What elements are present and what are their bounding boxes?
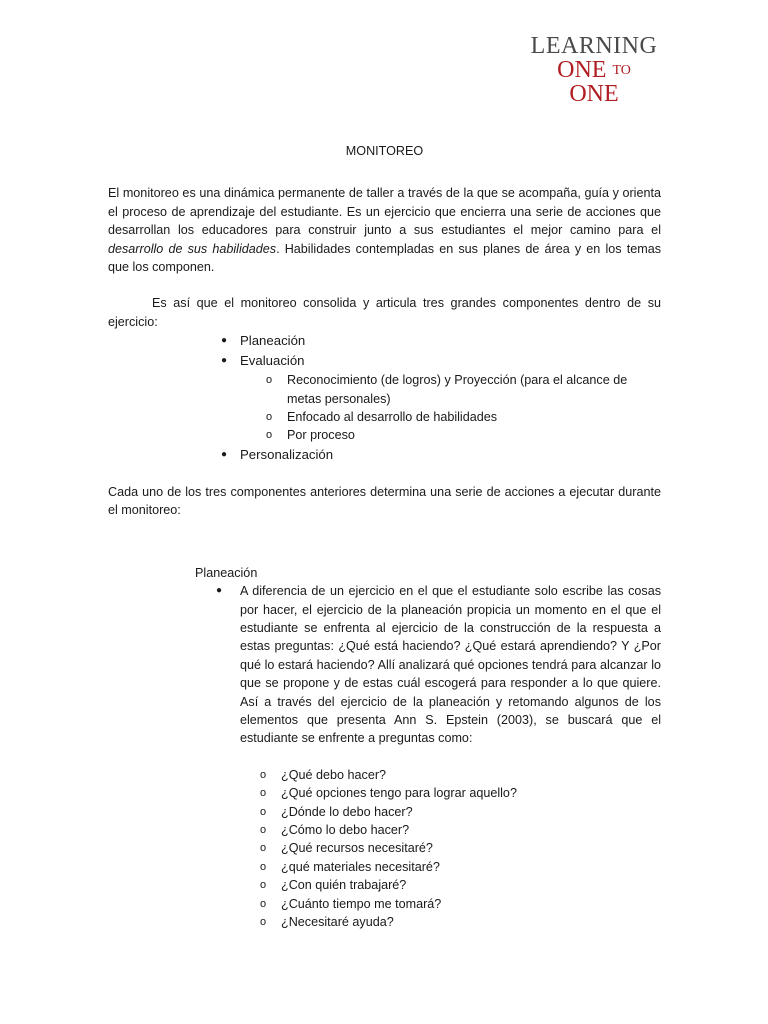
components-paragraph: Es así que el monitoreo consolida y articula tres grandes componentes dentro de su ejercicio: — [108, 296, 661, 329]
questions-list — [260, 766, 661, 932]
list-item: o ¿Qué opciones tengo para lograr aquello? — [260, 784, 661, 802]
intro-paragraph: El monitoreo es una dinámica permanente de taller a través de la que se acompaña, guía y orienta el proceso de aprendizaje del estudiante. Es un ejercicio que encierra una serie de acciones que desarrollan los educadores para construir junto a sus estudiantes el mejor camino para el desarrollo de sus habilidades. Habilidades contempladas en sus planes de área y en los temas que los componen. — [108, 186, 661, 275]
list-item: ● Evaluación o Reconocimiento (de logros) y Proyección (para el alcance de metas personales) o Enfocado al desarrollo de habilidades o Por proceso — [221, 351, 661, 445]
list-item: o ¿Qué debo hacer? — [260, 766, 661, 784]
document-body — [108, 142, 661, 931]
list-item: o ¿qué materiales necesitaré? — [260, 858, 661, 876]
components-list — [221, 331, 661, 465]
list-item: o ¿Cómo lo debo hacer? — [260, 821, 661, 839]
list-item: ● Planeación — [221, 331, 661, 351]
list-item: o Reconocimiento (de logros) y Proyección (para el alcance de metas personales) — [266, 371, 661, 408]
section-title: Planeación — [195, 565, 258, 580]
list-item: o ¿Necesitaré ayuda? — [260, 913, 661, 931]
list-item: o ¿Con quién trabajaré? — [260, 876, 661, 894]
list-item: o Por proceso — [266, 426, 661, 444]
list-item: ● A diferencia de un ejercicio en el que el estudiante solo escribe las cosas por hacer, el ejercicio de la planeación propicia un momento en el que el estudiante se enfrenta al ejercicio de la construcción de la respuesta a estas preguntas: ¿Qué está haciendo? ¿Qué estará aprendiendo? Y ¿Por qué lo estará haciendo? Allí analizará qué opciones tendrá para alcanzar lo que se propone y de estas cuál escogerá para responder a lo que quiere. Así a través del ejercicio de la planeación y retomando algunos de los elementos que presenta Ann S. Epstein (2003), se buscará que el estudiante se enfrente a preguntas como: — [216, 582, 661, 748]
logo-line1: LEARNING — [530, 33, 658, 59]
planeacion-list — [216, 582, 661, 748]
list-item: ● Personalización — [221, 445, 661, 465]
list-item: o Enfocado al desarrollo de habilidades — [266, 408, 661, 426]
evaluacion-sublist — [266, 371, 661, 445]
logo-line2: ONE TO ONE — [557, 57, 631, 107]
learning-one-to-one-logo — [530, 34, 658, 106]
actions-paragraph: Cada uno de los tres componentes anteriores determina una serie de acciones a ejecutar durante el monitoreo: — [108, 484, 661, 518]
list-item: o ¿Cuánto tiempo me tomará? — [260, 895, 661, 913]
list-item: o ¿Qué recursos necesitaré? — [260, 839, 661, 857]
planeacion-section — [195, 564, 661, 932]
page-title: MONITOREO — [345, 144, 424, 158]
list-item: o ¿Dónde lo debo hacer? — [260, 803, 661, 821]
